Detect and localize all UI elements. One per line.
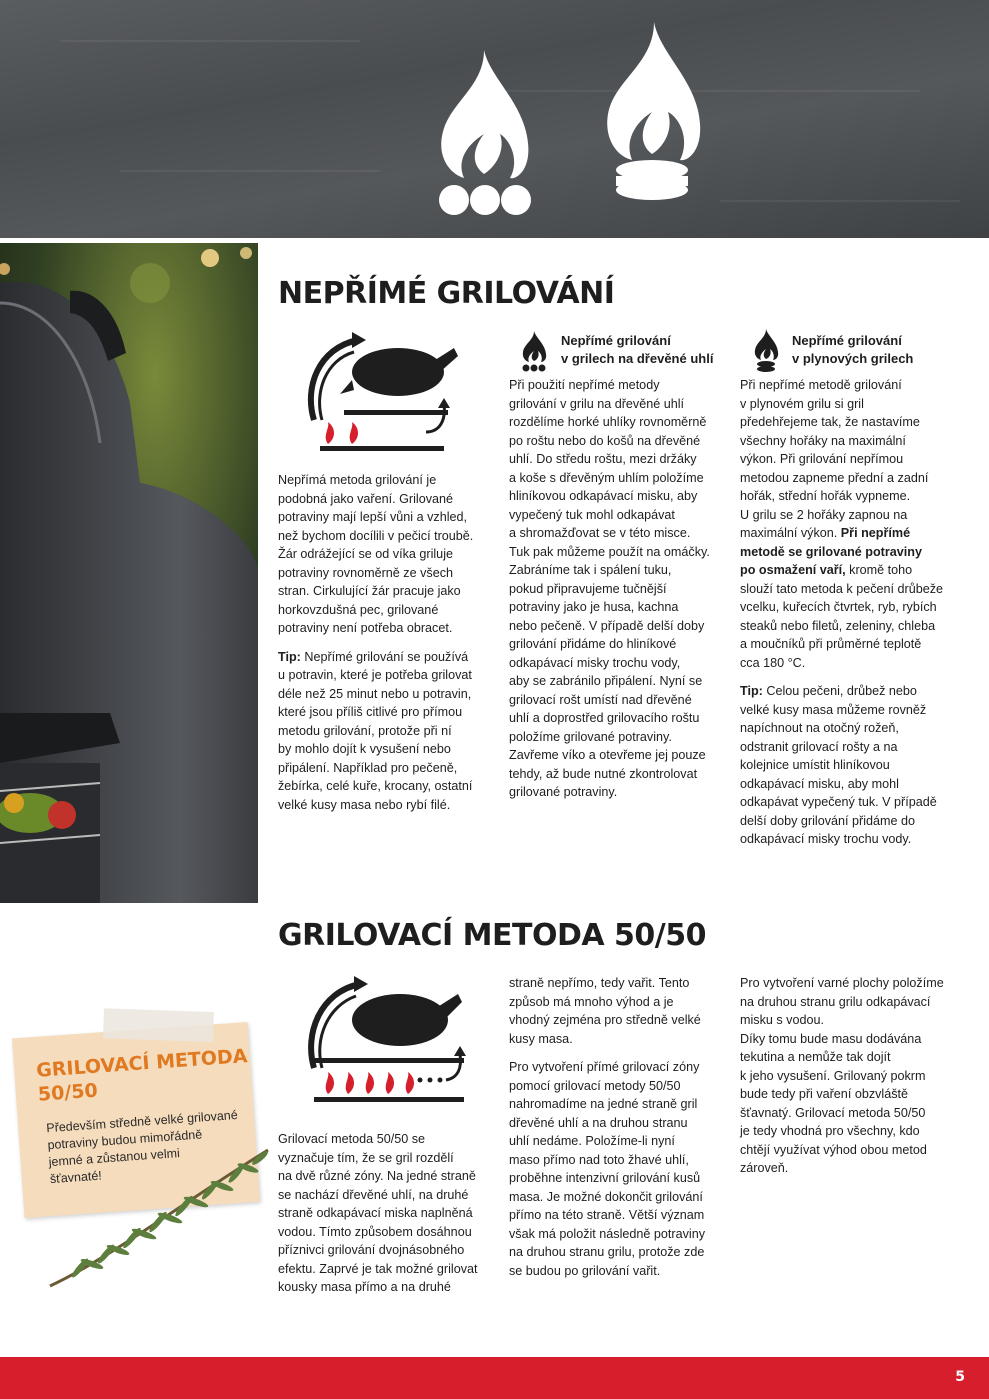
note-text: Především středně velké grilované potraviny budou mimořádně jemné a zůstanou velmi šťavnaté! (45, 1107, 239, 1187)
section2-column-2 (509, 974, 727, 1290)
section-title-indirect: NEPŘÍMÉ GRILOVÁNÍ (278, 276, 615, 311)
fifty-fifty-col2-p1: straně nepřímo, tedy vařit. Tento způsob má mnoho výhod a je vhodný zejména pro středně velké kusy masa. (509, 976, 701, 1046)
tip-label: Tip: (740, 684, 763, 698)
gas-heading: Nepřímé grilování v plynových grilech (792, 333, 914, 366)
charcoal-paragraph: Při použití nepřímé metody grilování v grilu na dřevěné uhlí rozdělíme horké uhlíky rovnoměrně po roštu nebo do košů na dřevěné uhlí. Do středu roštu, mezi držáky a koše s dřevěným uhlím položíme hliníkovou odkapávací misku, aby vypečený tuk mohl odkapávat a shromažďovat se v této misce. Tuk pak můžeme použít na omáčky. Zabráníme tak i spálení tuku, pokud připravujeme tučnější potraviny jako je husa, kachna nebo pečeně. V případě delší doby grilování přidáme do hliníkové odkapávací misky trochu vody, aby se zabránilo připálení. Nyní se grilovací rošt umístí nad dřevěné uhlí a doprostřed grilovacího roštu položíme grilované potraviny. Zavřeme víko a otevřeme jej pouze tehdy, až bude nutné zkontrolovat grilované potraviny. (509, 378, 710, 799)
fifty-fifty-intro: Grilovací metoda 50/50 se vyznačuje tím, že se gril rozdělí na dvě různé zóny. Na jedné straně se nachází dřevěné uhlí, na druhé straně odkapávací miska naplněná vodou. Tímto způsobem dosáhnou příznivci grilování dvojnásobného efektu. Zaprvé je tak možné grilovat kousky masa přímo a na druhé (278, 1132, 478, 1294)
page-number: 5 (955, 1369, 965, 1385)
tip-label: Tip: (278, 649, 301, 664)
tip-text: Celou pečeni, drůbež nebo velké kusy masa můžeme rovněž napíchnout na otočný rožeň, odstranit grilovací rošty a na kolejnice umístit hliníkovou odkapávací misku, aby mohl odkapávat vypečený tuk. V případě delší doby grilování přidáme do odkapávací misky trochu vody. (740, 684, 937, 846)
charcoal-flame-small-icon (520, 330, 548, 372)
gas-tip-paragraph (740, 682, 980, 849)
gas-flame-small-icon (752, 328, 780, 372)
footer-bar (0, 1357, 989, 1399)
charcoal-flame-icon (432, 48, 538, 220)
gas-text-bold: Při nepřímé metodě se grilované potraviny po osmažení vaří, (740, 526, 922, 577)
gas-text-2: kromě toho slouží tato metoda k pečení drůbeže vcelku, kuřecích čtvrtek, ryb, rybích steaků nebo filetů, zeleniny, chleba a moučníků při průměrné teplotě cca 180 °C. (740, 563, 944, 670)
section2-column-1 (278, 1130, 498, 1307)
gas-text-1: Při nepřímé metodě grilování v plynovém grilu si gril předehřejeme tak, že nastavíme všechny hořáky na maximální výkon. Při grilování nepřímou metodou zapneme přední a zadní hořák, střední hořák vypneme. U grilu se 2 hořáky zapnou na maximální výkon. (740, 378, 929, 540)
section1-column-1 (278, 471, 498, 824)
indirect-grilling-diagram-icon (300, 328, 462, 454)
charcoal-heading: Nepřímé grilování v grilech na dřevěné uhlí (561, 333, 714, 366)
gas-paragraph (740, 376, 980, 672)
section1-column-2 (509, 376, 727, 812)
fifty-fifty-col3: Pro vytvoření varné plochy položíme na druhou stranu grilu odkapávací misku s vodou. Díky tomu bude masu dodávána tekutina a nemůže tak dojít k jeho vysušení. Grilovaný pokrm bude tedy při vaření obzvláště šťavnatý. Grilovací metoda 50/50 je tedy vhodná pro všechny, kdo chtějí využívat výhod obou metod zároveň. (740, 976, 944, 1175)
tip-text: Nepřímé grilování se používá u potravin, které je potřeba grilovat déle než 25 minut nebo u potravin, které jsou příliš citlivé pro přímou metodu grilování, protože při ní by mohlo dojít k vysušení nebo připálení. Například pro pečeně, žebírka, celé kuře, krocany, ostatní velké kusy masa nebo rybí filé. (278, 649, 473, 812)
section-title-fifty-fifty: GRILOVACÍ METODA 50/50 (278, 918, 706, 953)
tape (103, 1008, 214, 1042)
gas-flame-icon (596, 20, 708, 204)
fifty-fifty-grilling-diagram-icon (300, 972, 470, 1104)
rosemary-image (40, 1138, 280, 1298)
section1-tip-paragraph (278, 648, 498, 815)
note-title: GRILOVACÍ METODA 50/50 (35, 1045, 249, 1106)
section2-column-3 (740, 974, 980, 1188)
section1-intro-paragraph: Nepřímá metoda grilování je podobná jako vaření. Grilované potraviny mají lepší vůni a vzhled, než bychom docílili v pečicí troubě. Žár odrážející se od víka griluje potraviny rovnoměrně ze všech stran. Cirkulující žár pracuje jako horkovzdušná pec, grilované potraviny není potřeba obracet. (278, 473, 474, 635)
section1-column-3 (740, 376, 980, 859)
grill-photo (0, 243, 258, 903)
slate-banner (0, 0, 989, 238)
fifty-fifty-col2-p2: Pro vytvoření přímé grilovací zóny pomocí grilovací metody 50/50 nahromadíme na jedné straně gril dřevěné uhlí a na druhou stranu uhlí nedáme. Položíme-li nyní maso přímo nad toto žhavé uhlí, proběhne intenzivní grilování kusů masa. Je možné dokončit grilování přímo na této straně. Větší význam však má položit následně potraviny na druhou stranu grilu, protože zde se budou po grilování vařit. (509, 1060, 706, 1278)
